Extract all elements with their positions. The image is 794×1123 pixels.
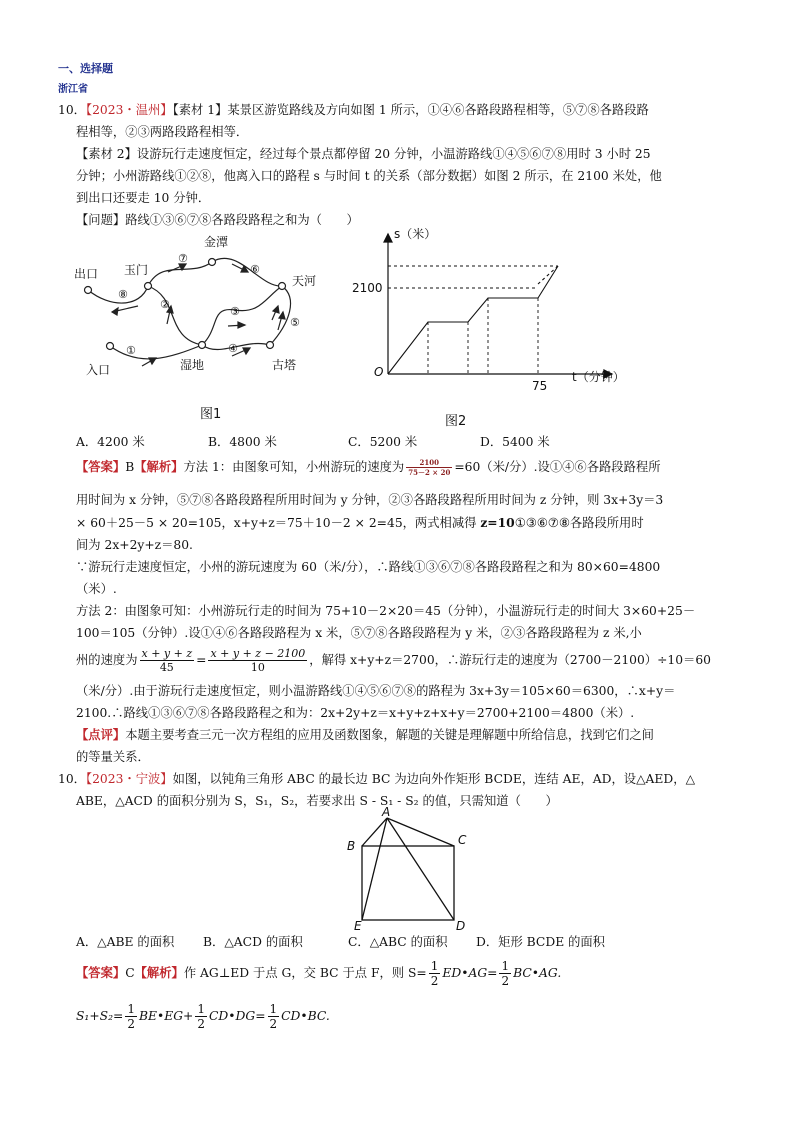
rectangle-bcde bbox=[362, 846, 454, 920]
q2-half-den-1: 2 bbox=[430, 974, 439, 988]
label-jintan: 金潭 bbox=[204, 235, 229, 249]
route-segment-1 bbox=[110, 345, 202, 359]
q1-f2-numerator: x + y + z − 2100 bbox=[210, 647, 306, 660]
point-a-label: A bbox=[382, 806, 391, 819]
segment-ac bbox=[387, 818, 454, 846]
arrow-3b-head bbox=[273, 306, 279, 313]
section-title: 一、选择题 bbox=[58, 62, 113, 75]
q1-f1-denominator: 45 bbox=[159, 661, 174, 674]
q1-question-text: 路线①③⑥⑦⑧各路段路程之和为（ ） bbox=[125, 213, 359, 227]
q2-line-2: ABE，△ACD 的面积分别为 S，S₁，S₂，若要求出 S - S₁ - S₂ 的值，只需知道（ ） bbox=[76, 794, 558, 808]
q2-line1-text: 如图，以钝角三角形 ABC 的最长边 BC 为边向外作矩形 BCDE，连结 AE，AD，设△AED，△ bbox=[172, 772, 696, 786]
q2-option-b: B．△ACD 的面积 bbox=[203, 935, 303, 949]
q1-line1-text: 某景区游览路线及方向如图 1 所示，①④⑥各路段路程相等，⑤⑦⑧各路段路 bbox=[227, 103, 649, 117]
q2-half-num-1: 1 bbox=[430, 959, 439, 973]
q1-comment-tag: 【点评】 bbox=[76, 727, 126, 742]
q1-source-tag: 【2023・温州】 bbox=[85, 103, 173, 117]
q1-a1-pre: 方法 1：由图象可知，小州游玩的速度为 bbox=[183, 460, 405, 474]
segment-label-3: ③ bbox=[230, 305, 240, 318]
arrow-6-head bbox=[241, 266, 248, 272]
arrow-5-head bbox=[279, 312, 285, 319]
q2-answer-choice: C bbox=[125, 966, 135, 980]
q1-line3-text: 设游玩行走速度恒定，经过每个景点都停留 20 分钟，小温游路线①④⑤⑥⑦⑧用时 3 小时 25 bbox=[136, 147, 651, 161]
q1-analysis-line-9 bbox=[76, 648, 711, 673]
q1-material2-tag: 【素材 2】 bbox=[76, 147, 137, 161]
figure-1-route-map bbox=[70, 228, 340, 408]
figure-rectangle-bcde bbox=[340, 806, 470, 932]
q2-number: 10． bbox=[58, 772, 86, 786]
q1-f2-denominator: 10 bbox=[250, 661, 265, 674]
q2-b2-pre: S₁+S₂= bbox=[76, 1009, 124, 1023]
node-jintan bbox=[209, 259, 216, 266]
q1-a9-post: ，解得 x+y+z＝2700，∴游玩行走的速度为（2700－2100）÷10＝60 bbox=[309, 653, 711, 667]
q1-line-1 bbox=[58, 99, 649, 121]
q2-line-1 bbox=[58, 768, 695, 790]
q1-speed-fraction bbox=[406, 459, 452, 476]
point-b-label: B bbox=[347, 839, 356, 853]
q1-speed-fraction-1 bbox=[140, 648, 195, 673]
q1-comment-line-1 bbox=[76, 724, 654, 746]
segment-ad bbox=[387, 818, 454, 920]
q1-analysis-tag: 【解析】 bbox=[134, 459, 184, 474]
x-tick-75: 75 bbox=[532, 379, 548, 393]
label-yumen: 玉门 bbox=[124, 263, 149, 277]
q2-b2-mid1: BE•EG+ bbox=[138, 1009, 194, 1023]
q2-half-den-4: 2 bbox=[197, 1017, 205, 1031]
segment-label-2: ② bbox=[160, 298, 170, 311]
q1-analysis-line-6: （米）. bbox=[76, 582, 117, 596]
q2-b1-mid2: BC•AG. bbox=[513, 966, 562, 980]
q2-source-tag: 【2023・宁波】 bbox=[85, 772, 173, 786]
q1-analysis-line-4: 间为 2x+2y+z＝80. bbox=[76, 538, 193, 552]
q1-option-b: B．4800 米 bbox=[208, 435, 277, 449]
q1-a9-eq: = bbox=[196, 653, 207, 667]
point-d-label: D bbox=[456, 919, 466, 932]
node-shidi bbox=[199, 342, 206, 349]
q1-material1-tag: 【素材 1】 bbox=[172, 103, 228, 117]
arrow-8-head bbox=[112, 308, 118, 315]
q1-option-a: A．4200 米 bbox=[76, 435, 145, 449]
q1-speed-fraction-2 bbox=[208, 648, 307, 673]
segment-label-5: ⑤ bbox=[290, 316, 300, 329]
q2-half-num-2: 1 bbox=[501, 959, 510, 973]
q2-option-a: A．△ABE 的面积 bbox=[76, 935, 175, 949]
arrow-4-head bbox=[243, 348, 250, 354]
segment-label-7: ⑦ bbox=[178, 252, 188, 265]
figure-1-caption-text: 图1 bbox=[200, 407, 222, 422]
label-guta: 古塔 bbox=[272, 358, 297, 372]
q2-half-fraction-4 bbox=[195, 1003, 207, 1030]
q1-analysis-line-7: 方法 2：由图象可知：小州游玩行走的时间为 75+10－2×20＝45（分钟），小温游玩行走的时间大 3×60+25－ bbox=[76, 604, 696, 618]
q1-a3-post: ①③⑥⑦⑧各路段所用时 bbox=[514, 516, 644, 530]
q1-comment-text: 本题主要考查三元一次方程组的应用及函数图象，解题的关键是理解题中所给信息，找到它们之间 bbox=[125, 728, 654, 742]
q1-analysis-line-5: ∵游玩行走速度恒定，小州的游玩速度为 60（米/分），∴路线①③⑥⑦⑧各路段路程之和为 80×60=4800 bbox=[76, 560, 661, 574]
graph-line bbox=[388, 266, 558, 374]
q1-option-d: D．5400 米 bbox=[480, 435, 550, 449]
node-tianhe bbox=[279, 283, 286, 290]
q2-answer-line bbox=[76, 960, 561, 987]
label-tianhe: 天河 bbox=[292, 274, 317, 288]
q2-half-fraction-2 bbox=[499, 960, 511, 987]
q1-analysis-line-10: （米/分）.由于游玩行走速度恒定，则小温游路线①④⑤⑥⑦⑧的路程为 3x+3y＝105×60＝6300，∴x+y＝ bbox=[76, 684, 676, 698]
q1-a3-pre: × 60＋25－5 × 20=105，x+y+z＝75＋10－2 × 2=45，两式相减得 bbox=[76, 516, 481, 530]
q2-analysis-line-2 bbox=[76, 1003, 330, 1030]
q2-half-fraction-3 bbox=[125, 1003, 137, 1030]
q2-half-den-3: 2 bbox=[127, 1017, 135, 1031]
segment-label-6: ⑥ bbox=[250, 263, 260, 276]
q2-analysis-tag: 【解析】 bbox=[134, 965, 184, 980]
route-segment-3 bbox=[202, 286, 282, 345]
origin-label: O bbox=[374, 365, 384, 379]
segment-label-4: ④ bbox=[228, 342, 238, 355]
q2-option-d: D．矩形 BCDE 的面积 bbox=[476, 935, 605, 949]
q1-line-4: 分钟；小州游路线①②⑧，他离入口的路程 s 与时间 t 的关系（部分数据）如图 2 所示，在 2100 米处，他 bbox=[76, 169, 662, 183]
q1-option-c: C．5200 米 bbox=[348, 435, 418, 449]
q1-answer-choice: B bbox=[125, 460, 135, 474]
node-guta bbox=[267, 342, 274, 349]
segment-label-1: ① bbox=[126, 344, 136, 357]
q1-comment-line-2: 的等量关系． bbox=[76, 750, 150, 764]
q2-b2-mid2: CD•DG= bbox=[208, 1009, 266, 1023]
y-axis-label: s（米） bbox=[394, 227, 437, 241]
q1-analysis-line-11: 2100.∴路线①③⑥⑦⑧各路段路程之和为：2x+2y+z＝x+y+z+x+y＝2700+2100＝4800（米）. bbox=[76, 706, 635, 720]
q1-analysis-line-3 bbox=[76, 512, 644, 534]
q2-half-num-4: 1 bbox=[197, 1002, 205, 1016]
q1-a1-post: =60（米/分）.设①④⑥各路段路程所 bbox=[454, 460, 661, 474]
q1-speed-denominator: 75－2 × 20 bbox=[408, 468, 451, 477]
q1-line-5: 到出口还要走 10 分钟． bbox=[76, 191, 211, 205]
node-yumen bbox=[145, 283, 152, 290]
q1-a3-z: z=10 bbox=[480, 515, 515, 530]
figure-2-caption: 图2 bbox=[445, 414, 467, 429]
q2-half-num-3: 1 bbox=[127, 1002, 135, 1016]
q1-number: 10． bbox=[58, 103, 86, 117]
route-segment-2 bbox=[148, 286, 202, 345]
segment-label-8: ⑧ bbox=[118, 288, 128, 301]
q1-line-3 bbox=[76, 143, 651, 165]
q2-half-den-5: 2 bbox=[269, 1017, 278, 1031]
q1-speed-numerator: 2100 bbox=[406, 459, 452, 468]
q2-half-den-2: 2 bbox=[501, 974, 510, 988]
node-entrance bbox=[107, 343, 114, 350]
point-e-label: E bbox=[354, 919, 362, 932]
q2-b2-mid3: CD•BC. bbox=[281, 1009, 330, 1023]
node-exit bbox=[85, 287, 92, 294]
y-tick-2100: 2100 bbox=[352, 281, 383, 295]
q2-half-num-5: 1 bbox=[269, 1002, 278, 1016]
q1-answer-line-1 bbox=[76, 456, 661, 478]
arrow-3a-head bbox=[238, 322, 245, 328]
q2-half-fraction-5 bbox=[268, 1003, 280, 1030]
label-exit: 出口 bbox=[74, 267, 99, 281]
point-c-label: C bbox=[458, 833, 467, 847]
q2-b1-pre: 作 AG⊥ED 于点 G，交 BC 于点 F，则 S= bbox=[183, 966, 427, 980]
q1-f1-numerator: x + y + z bbox=[141, 647, 193, 660]
figure-2-graph bbox=[350, 224, 640, 394]
q2-option-c: C．△ABC 的面积 bbox=[348, 935, 448, 949]
q1-a9-pre: 州的速度为 bbox=[76, 653, 138, 667]
label-shidi: 湿地 bbox=[180, 358, 205, 372]
y-axis-arrow bbox=[384, 234, 392, 242]
q2-b1-mid1: ED•AG= bbox=[442, 966, 498, 980]
province-label: 浙江省 bbox=[58, 84, 88, 95]
q1-analysis-line-2: 用时间为 x 分钟，⑤⑦⑧各路段路程所用时间为 y 分钟，②③各路段路程所用时间为 z 分钟，则 3x+3y＝3 bbox=[76, 493, 664, 507]
label-entrance: 入口 bbox=[86, 363, 111, 377]
arrow-1-head bbox=[149, 358, 156, 364]
x-axis-label: t（分钟） bbox=[572, 370, 625, 384]
q1-answer-tag: 【答案】 bbox=[76, 459, 126, 474]
q1-line-2: 程相等，②③两路段路程相等． bbox=[76, 125, 249, 139]
q2-answer-tag: 【答案】 bbox=[76, 965, 126, 980]
q1-analysis-line-8: 100＝105（分钟）.设①④⑥各路段路程为 x 米，⑤⑦⑧各路段路程为 y 米，②③各路段路程为 z 米,小 bbox=[76, 626, 642, 640]
q1-question-tag: 【问题】 bbox=[76, 213, 126, 227]
q2-half-fraction-1 bbox=[429, 960, 441, 987]
segment-ae bbox=[362, 818, 387, 920]
